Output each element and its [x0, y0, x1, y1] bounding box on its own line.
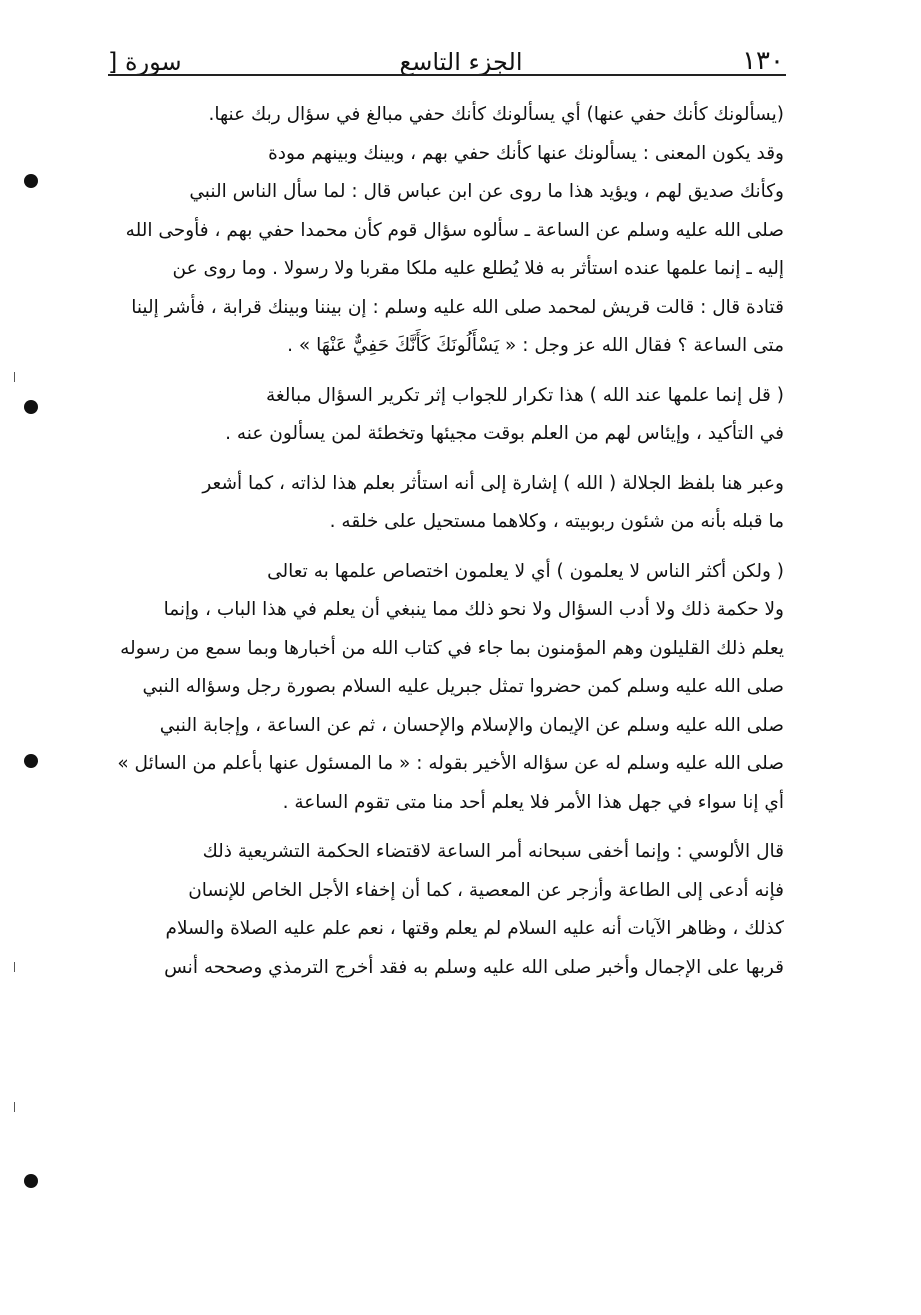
- text-line: (يسألونك كأنك حفي عنها) أي يسألونك كأنك حفي مبالغ في سؤال ربك عنها.: [208, 104, 784, 125]
- text-line: متى الساعة ؟ فقال الله عز وجل : « يَسْأَلُونَكَ كَأَنَّكَ حَفِيٌّ عَنْهَا » .: [287, 335, 784, 356]
- text-line: ما قبله بأنه من شئون ربوبيته ، وكلاهما مستحيل على خلقه .: [329, 511, 784, 532]
- surah-label: سورة [: [108, 48, 182, 76]
- text-line: قال الألوسي : وإنما أخفى سبحانه أمر الساعة لاقتضاء الحكمة التشريعية ذلك: [202, 841, 784, 862]
- text-line: صلى الله عليه وسلم كمن حضروا تمثل جبريل عليه السلام بصورة رجل وسؤاله النبي: [142, 676, 784, 697]
- margin-mark: [24, 400, 38, 414]
- running-title: الجزء التاسع: [399, 48, 523, 76]
- margin-mark: [24, 1174, 38, 1188]
- text-line: يعلم ذلك القليلون وهم المؤمنون بما جاء في كتاب الله من أخبارها وبما سمع من رسوله: [120, 637, 784, 659]
- paragraph: [108, 465, 784, 542]
- paragraph: [108, 553, 784, 823]
- text-line: صلى الله عليه وسلم له عن سؤاله الأخير بقوله : « ما المسئول عنها بأعلم من السائل »: [117, 753, 784, 774]
- text-line: ( ولكن أكثر الناس لا يعلمون ) أي لا يعلمون اختصاص علمها به تعالى: [267, 560, 784, 582]
- margin-mark: [10, 1102, 15, 1112]
- margin-mark: [10, 962, 15, 972]
- text-line: قتادة قال : قالت قريش لمحمد صلى الله عليه وسلم : إن بيننا وبينك قرابة ، فأشر إلينا: [131, 296, 784, 318]
- page-body: [108, 96, 784, 987]
- text-line: وقد يكون المعنى : يسألونك عنها كأنك حفي بهم ، وبينك وبينهم مودة: [268, 142, 784, 164]
- text-line: صلى الله عليه وسلم عن الإيمان والإسلام والإحسان ، ثم عن الساعة ، وإجابة النبي: [159, 714, 784, 736]
- text-line: إليه ـ إنما علمها عنده استأثر به فلا يُطلع عليه ملكا مقربا ولا رسولا . وما روى عن: [172, 258, 784, 279]
- margin-mark: [24, 754, 38, 768]
- margin-mark: [10, 372, 15, 382]
- text-line: أي إنا سواء في جهل هذا الأمر فلا يعلم أحد منا متى تقوم الساعة .: [282, 791, 784, 813]
- text-line: صلى الله عليه وسلم عن الساعة ـ سألوه سؤال قوم كأن محمدا حفي بهم ، فأوحى الله: [125, 219, 784, 241]
- paragraph: [108, 96, 784, 366]
- margin-mark: [24, 174, 38, 188]
- paragraph: [108, 377, 784, 454]
- page-header: [108, 30, 784, 76]
- text-line: في التأكيد ، وإيئاس لهم من العلم بوقت مجيئها وتخطئة لمن يسألون عنه .: [225, 423, 784, 444]
- text-line: قربها على الإجمال وأخبر صلى الله عليه وسلم به فقد أخرج الترمذي وصححه أنس: [164, 956, 784, 978]
- text-line: كذلك ، وظاهر الآيات أنه عليه السلام لم يعلم وقتها ، نعم علم عليه الصلاة والسلام: [165, 918, 784, 939]
- page-number: ١٣٠: [742, 46, 784, 76]
- text-line: وكأنك صديق لهم ، ويؤيد هذا ما روى عن ابن عباس قال : لما سأل الناس النبي: [189, 181, 784, 202]
- header-rule: [108, 74, 786, 76]
- text-line: ( قل إنما علمها عند الله ) هذا تكرار للجواب إثر تكرير السؤال مبالغة: [265, 384, 784, 406]
- paragraph: [108, 833, 784, 987]
- text-line: فإنه أدعى إلى الطاعة وأزجر عن المعصية ، كما أن إخفاء الأجل الخاص للإنسان: [188, 879, 784, 901]
- text-line: وعبر هنا بلفظ الجلالة ( الله ) إشارة إلى أنه استأثر بعلم هذا لذاته ، كما أشعر: [202, 472, 784, 494]
- text-line: ولا حكمة ذلك ولا أدب السؤال ولا نحو ذلك مما ينبغي أن يعلم في هذا الباب ، وإنما: [163, 599, 784, 620]
